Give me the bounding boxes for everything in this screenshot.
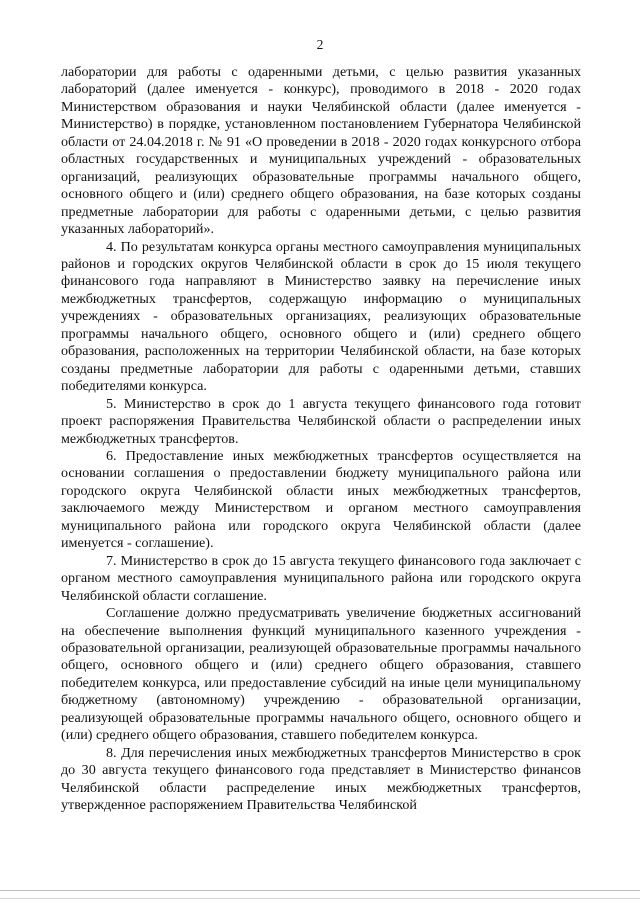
paragraph-item-7: 7. Министерство в срок до 15 августа текущего финансового года заключает с органом местного самоуправления муниципального района или городского округа Челябинской области соглашение. bbox=[61, 552, 581, 604]
paragraph-item-8: 8. Для перечисления иных межбюджетных трансфертов Министерство в срок до 30 августа текущего финансового года представляет в Министерство финансов Челябинской области распределение иных межбюджетных трансфертов, утвержденное распоряжением Правительства Челябинской bbox=[61, 744, 581, 814]
paragraph-continuation: лаборатории для работы с одаренными детьми, с целью развития указанных лабораторий (далее именуется - конкурс), проводимого в 2018 - 2020 годах Министерством образования и науки Челябинской области (далее именуется - Министерство) в порядке, установленном постановлением Губернатора Челябинской области от 24.04.2018 г. № 91 «О проведении в 2018 - 2020 годах конкурсного отбора областных государственных и муниципальных учреждений - образовательных организаций, реализующих образовательные программы начального общего, основного общего и (или) среднего общего образования, на базе которых созданы предметные лаборатории для работы с одаренными детьми, с целью развития указанных лабораторий». bbox=[61, 64, 581, 238]
page-number: 2 bbox=[316, 37, 324, 52]
scan-edge-line bbox=[0, 890, 640, 891]
paragraph-item-5: 5. Министерство в срок до 1 августа текущего финансового года готовит проект распоряжения Правительства Челябинской области о распределении иных межбюджетных трансфертов. bbox=[61, 395, 581, 447]
paragraph-item-4: 4. По результатам конкурса органы местного самоуправления муниципальных районов и городских округов Челябинской области в срок до 15 июля текущего финансового года направляют в Министерство заявку на перечисление иных межбюджетных трансфертов, содержащую информацию о муниципальных учреждениях - образовательных организациях, реализующих образовательные программы начального общего, основного общего и (или) среднего общего образования, расположенных на территории Челябинской области, на базе которых созданы предметные лаборатории для работы с одаренными детьми, ставших победителями конкурса. bbox=[61, 238, 581, 395]
scan-edge-line-secondary bbox=[0, 898, 640, 899]
paragraph-item-6: 6. Предоставление иных межбюджетных трансфертов осуществляется на основании соглашения о предоставлении бюджету муниципального района или городского округа Челябинской области иных межбюджетных трансфертов, заключаемого между Министерством и органом местного самоуправления муниципального района или городского округа Челябинской области (далее именуется - соглашение). bbox=[61, 447, 581, 552]
paragraph-agreement: Соглашение должно предусматривать увеличение бюджетных ассигнований на обеспечение выполнения функций муниципального казенного учреждения - образовательной организации, реализующей образовательные программы начального общего, основного общего и (или) среднего общего образования, ставшего победителем конкурса, или предоставление субсидий на иные цели муниципальному бюджетному (автономному) учреждению - образовательной организации, реализующей образовательные программы начального общего, основного общего и (или) среднего общего образования, ставшего победителем конкурса. bbox=[61, 605, 581, 744]
document-body bbox=[61, 64, 581, 814]
